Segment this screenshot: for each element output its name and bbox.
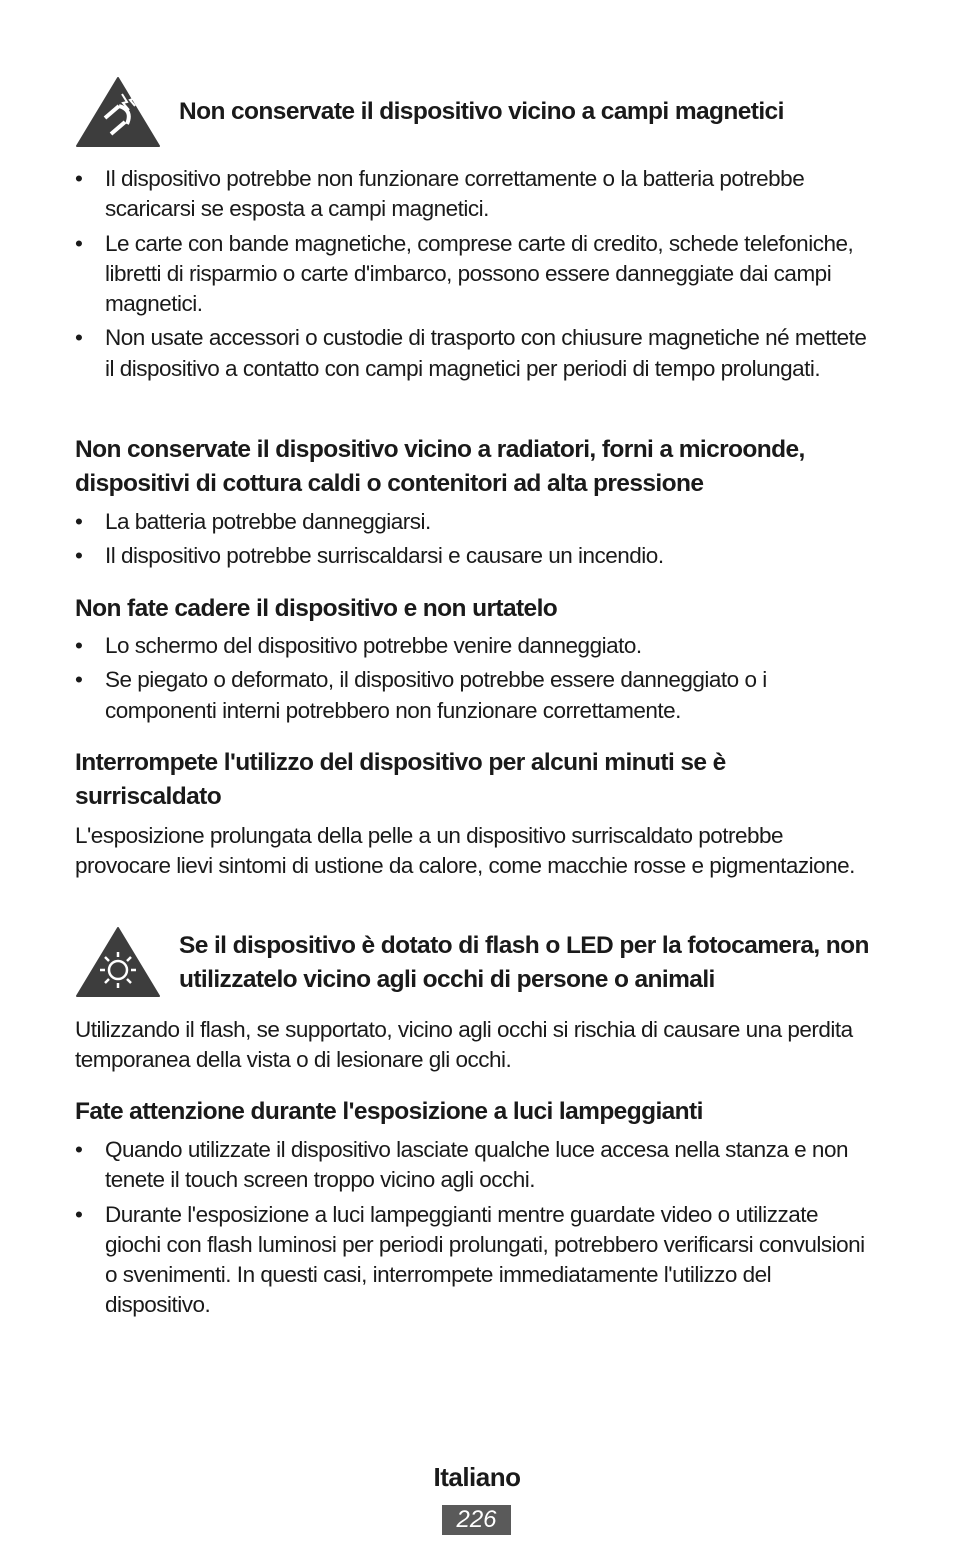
list-item: • Se piegato o deformato, il dispositivo potrebbe essere danneggiato o i componenti interni potrebbero non funzionare correttamente. (75, 665, 875, 726)
list-item: • Lo schermo del dispositivo potrebbe venire danneggiato. (75, 631, 875, 661)
list-item: • Non usate accessori o custodie di trasporto con chiusure magnetiche né mettete il dispositivo a contatto con campi magnetici per periodi di tempo prolungati. (75, 323, 875, 384)
light-warning-icon (75, 926, 161, 998)
section-title-drop: Non fate cadere il dispositivo e non urtatelo (75, 595, 558, 622)
bullet-list-drop (75, 631, 875, 730)
section-body-overheat: L'esposizione prolungata della pelle a un dispositivo surriscaldato potrebbe provocare lievi sintomi di ustione da calore, come macchie rosse e pigmentazione. (75, 823, 855, 879)
list-item: • Quando utilizzate il dispositivo lasciate qualche luce accesa nella stanza e non tenete il touch screen troppo vicino agli occhi. (75, 1135, 875, 1196)
bullet-list-flashing-lights (75, 1135, 875, 1325)
magnet-warning-icon (75, 76, 161, 148)
list-item: • Il dispositivo potrebbe surriscaldarsi e causare un incendio. (75, 541, 875, 571)
bullet-list-magnetic (75, 164, 875, 388)
section-title-overheat: Interrompete l'utilizzo del dispositivo per alcuni minuti se è surriscaldato (75, 749, 726, 810)
list-item: • La batteria potrebbe danneggiarsi. (75, 507, 875, 537)
section-title-flashing-lights: Fate attenzione durante l'esposizione a luci lampeggianti (75, 1098, 703, 1125)
warning-magnetic (75, 76, 875, 148)
bullet-list-heat (75, 507, 875, 576)
list-item: • Le carte con bande magnetiche, comprese carte di credito, schede telefoniche, libretti di risparmio o carte d'imbarco, possono essere danneggiate dai campi magnetici. (75, 229, 875, 320)
warning-flash (75, 926, 875, 998)
list-item: • Il dispositivo potrebbe non funzionare correttamente o la batteria potrebbe scaricarsi se esposta a campi magnetici. (75, 164, 875, 225)
list-item: • Durante l'esposizione a luci lampeggianti mentre guardate video o utilizzate giochi con flash luminosi per periodi prolungati, potrebbero verificarsi convulsioni o svenimenti. In questi casi, interrompete immediatamente l'utilizzo del dispositivo. (75, 1200, 875, 1321)
footer-language: Italiano (433, 1462, 521, 1492)
page-number: 226 (442, 1505, 511, 1535)
section-body-flash: Utilizzando il flash, se supportato, vicino agli occhi si rischia di causare una perdita temporanea della vista o di lesionare gli occhi. (75, 1017, 853, 1073)
section-title-magnetic: Non conservate il dispositivo vicino a campi magnetici (179, 98, 784, 125)
section-title-flash: Se il dispositivo è dotato di flash o LED per la fotocamera, non utilizzatelo vicino agli occhi di persone o animali (179, 932, 869, 993)
section-title-heat: Non conservate il dispositivo vicino a radiatori, forni a microonde, dispositivi di cottura caldi o contenitori ad alta pressione (75, 436, 805, 497)
